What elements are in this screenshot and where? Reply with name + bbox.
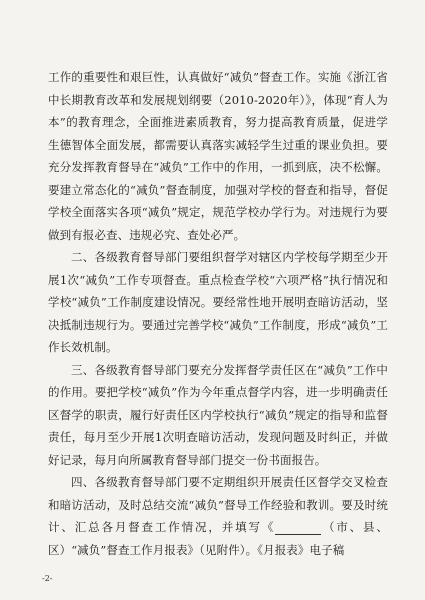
- paragraph-item-2: 二、各级教育督导部门要组织督学对辖区内学校每学期至少开展1次“减负”工作专项督查。重点检查学校“六项严格”执行情况和学校“减负”工作制度建设情况。要经常性地开展明查暗访活动，坚决抵制违规行为。要通过完善学校“减负”工作制度，形成“减负”工作长效机制。: [48, 250, 388, 354]
- paragraph-item-4-text-before-blank: 四、各级教育督导部门要不定期组织开展责任区督学交叉检查和暗访活动，及时总结交流“减负”督导工作经验和教训。要及时统计、汇总各月督查工作情况，并填写《: [48, 475, 388, 534]
- paragraph-intro-continued: 工作的重要性和艰巨性，认真做好“减负”督查工作。实施《浙江省中长期教育改革和发展规划纲要（2010-2020年）》，体现“育人为本”的教育理念，全面推进素质教育，努力提高教育质量，促进学生德智体全面发展，都需要认真落实减轻学生过重的课业负担。要充分发挥教育督导在“减负”工作中的作用，一抓到底，决不松懈。要建立常态化的“减负”督查制度，加强对学校的督查和指导，督促学校全面落实各项“减负”规定，规范学校办学行为。对违规行为要做到有报必查、违规必究、查处必严。: [48, 70, 388, 242]
- paragraph-item-4-text-after-blank: （市、县、区）“减负”督查工作月报表》（见附件）。《月报表》电子稿: [48, 520, 389, 557]
- page-number: -2-: [42, 574, 53, 583]
- paragraph-item-4: [48, 471, 388, 561]
- document-body: [48, 66, 388, 561]
- paragraph-item-3: 三、各级教育督导部门要充分发挥督学责任区在“减负”工作中的作用。要把学校“减负”作为今年重点督学内容，进一步明确责任区督学的职责，履行好责任区内学校执行“减负”规定的指导和监督责任，每月至少开展1次明查暗访活动，发现问题及时纠正，并做好记录，每月向所属教育督导部门提交一份书面报告。: [48, 362, 388, 467]
- fill-in-blank: [275, 520, 321, 535]
